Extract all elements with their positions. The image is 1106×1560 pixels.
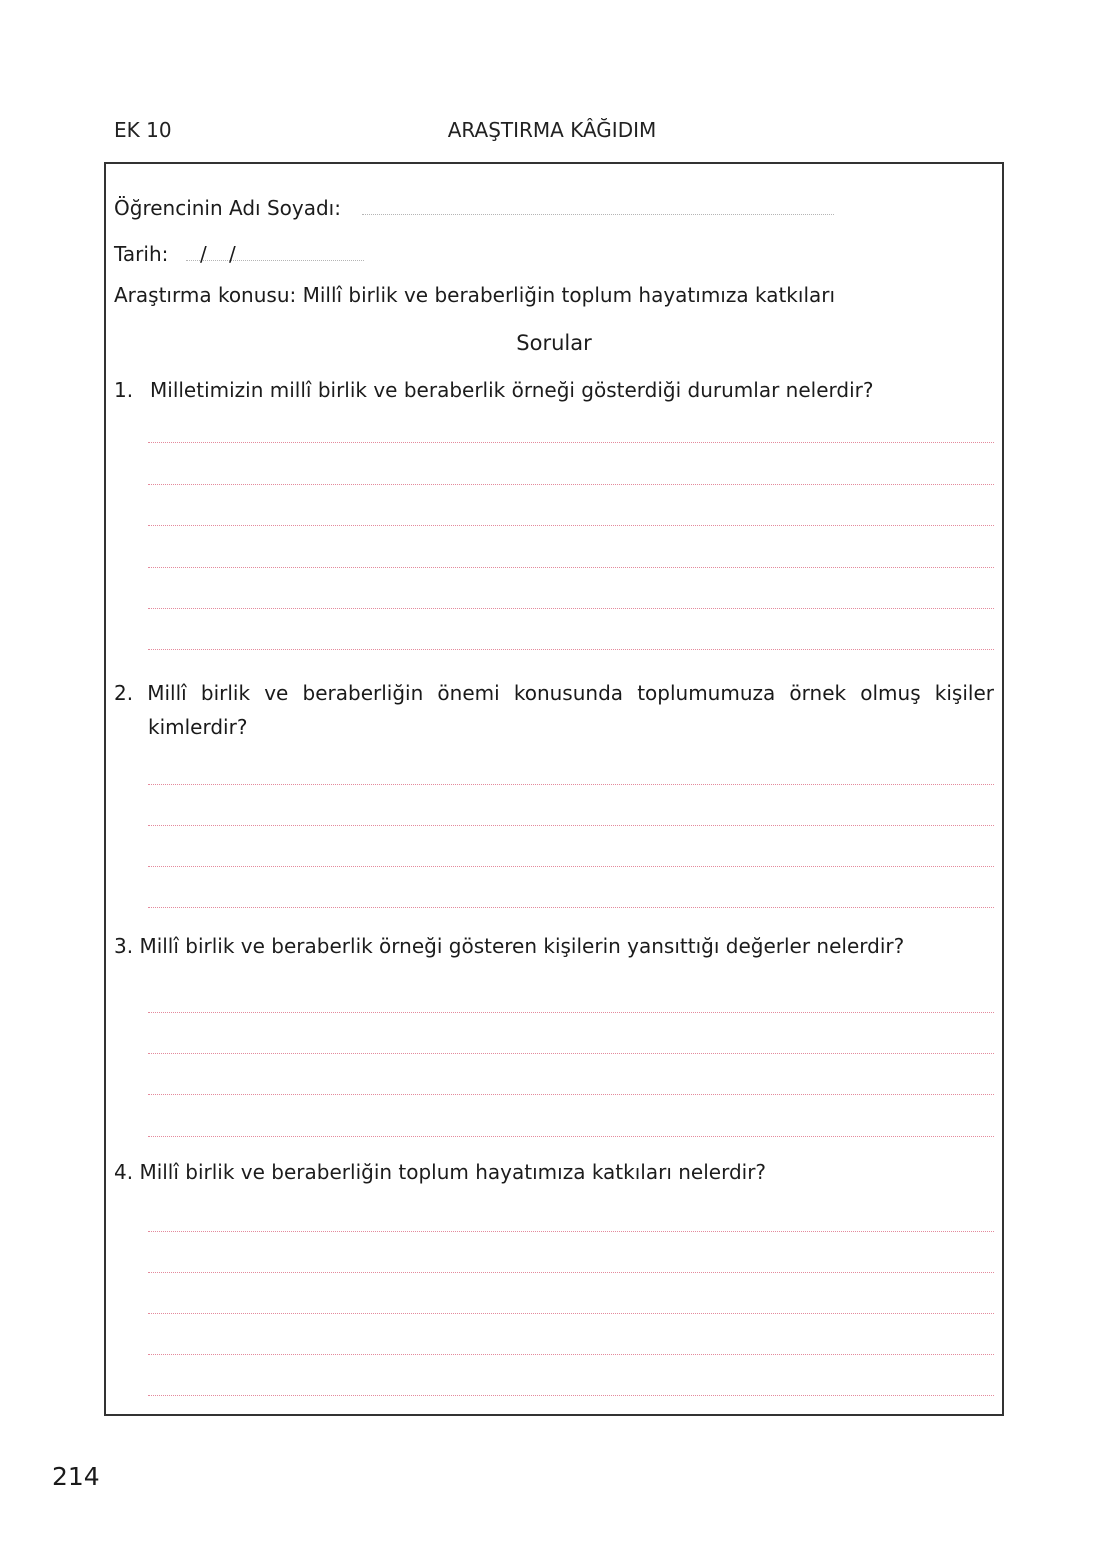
answer-line[interactable] bbox=[148, 1272, 994, 1273]
question-1: Milletimizin millî birlik ve beraberlik örneği gösterdiği durumlar nelerdir? bbox=[150, 378, 874, 402]
date-separator: / bbox=[200, 242, 207, 266]
answer-line[interactable] bbox=[148, 484, 994, 485]
question-2 bbox=[114, 676, 994, 744]
answer-line[interactable] bbox=[148, 1354, 994, 1355]
answer-line[interactable] bbox=[148, 1231, 994, 1232]
student-name-label: Öğrencinin Adı Soyadı: bbox=[114, 196, 341, 220]
question-4: 4. Millî birlik ve beraberliğin toplum hayatımıza katkıları nelerdir? bbox=[114, 1160, 767, 1184]
answer-line[interactable] bbox=[148, 866, 994, 867]
answer-line[interactable] bbox=[148, 1094, 994, 1095]
date-label: Tarih: bbox=[114, 242, 169, 266]
appendix-label: EK 10 bbox=[114, 118, 172, 142]
date-separator: / bbox=[229, 242, 236, 266]
question-number: 1. bbox=[114, 378, 134, 402]
question-2-line1: 2. Millî birlik ve beraberliğin önemi konusunda toplumumuza örnek olmuş kişiler bbox=[114, 681, 994, 705]
date-field[interactable] bbox=[186, 260, 364, 261]
page-title: ARAŞTIRMA KÂĞIDIM bbox=[447, 118, 657, 142]
answer-line[interactable] bbox=[148, 608, 994, 609]
answer-line[interactable] bbox=[148, 525, 994, 526]
question-3: 3. Millî birlik ve beraberlik örneği gösteren kişilerin yansıttığı değerler nelerdir? bbox=[114, 934, 905, 958]
answer-line[interactable] bbox=[148, 567, 994, 568]
answer-line[interactable] bbox=[148, 1012, 994, 1013]
answer-line[interactable] bbox=[148, 442, 994, 443]
answer-line[interactable] bbox=[148, 1053, 994, 1054]
answer-line[interactable] bbox=[148, 784, 994, 785]
answer-line[interactable] bbox=[148, 1395, 994, 1396]
answer-line[interactable] bbox=[148, 649, 994, 650]
questions-heading: Sorular bbox=[516, 331, 592, 355]
answer-line[interactable] bbox=[148, 1313, 994, 1314]
answer-line[interactable] bbox=[148, 825, 994, 826]
research-topic: Araştırma konusu: Millî birlik ve beraberliğin toplum hayatımıza katkıları bbox=[114, 283, 836, 307]
student-name-field[interactable] bbox=[362, 214, 834, 215]
answer-line[interactable] bbox=[148, 1136, 994, 1137]
answer-line[interactable] bbox=[148, 907, 994, 908]
page-number: 214 bbox=[52, 1462, 100, 1491]
question-2-line2: kimlerdir? bbox=[148, 715, 248, 739]
